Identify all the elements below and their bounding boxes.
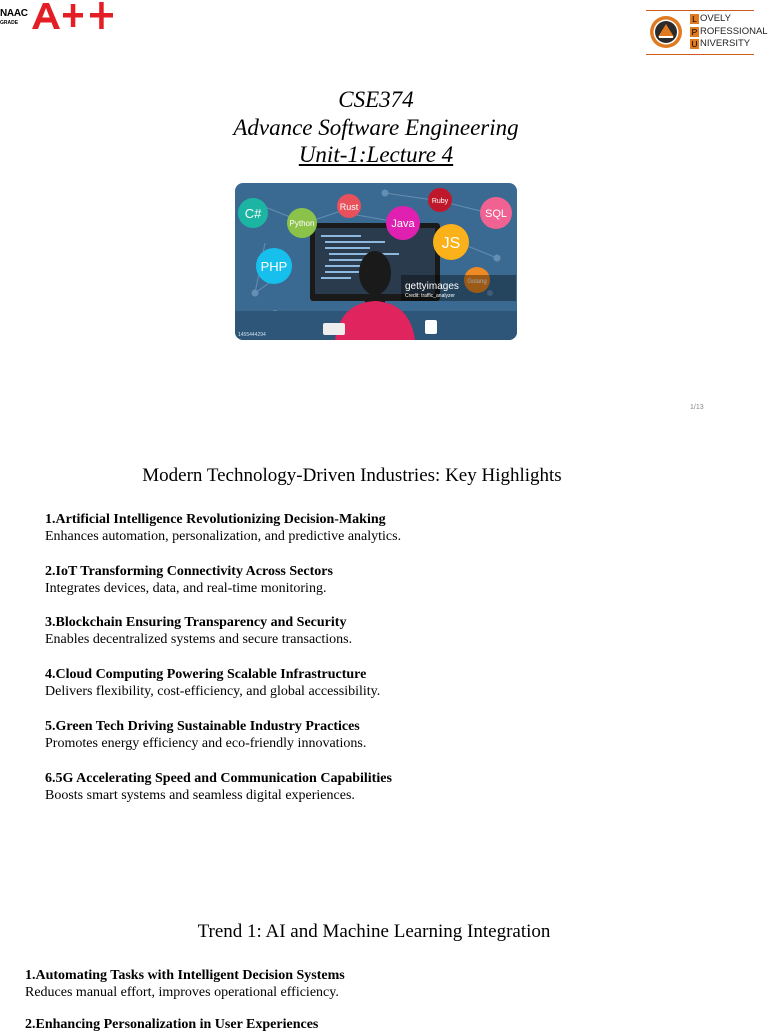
list-item [45, 614, 745, 648]
naac-logo [0, 0, 120, 34]
list-item [25, 967, 725, 1001]
lang-js-label: JS [441, 235, 461, 252]
logo-line-2: P ROFESSIONAL [691, 25, 768, 37]
lang-sql-label: SQL [484, 208, 508, 220]
item-description: Enhances automation, personalization, and predictive analytics. [45, 529, 402, 544]
lang-python-label: Python [289, 219, 315, 228]
item-title: 1.Artificial Intelligence Revolutionizing Decision-Making [45, 512, 386, 527]
lang-golang-label: Golang [467, 279, 487, 285]
list-item [45, 511, 745, 545]
item-description: Enables decentralized systems and secure transactions. [45, 632, 353, 647]
item-title: 4.Cloud Computing Powering Scalable Infrastructure [45, 667, 367, 682]
section-heading: Modern Technology-Driven Industries: Key Highlights [142, 465, 562, 486]
item-description: Delivers flexibility, cost-efficiency, and global accessibility. [45, 684, 381, 699]
item-title: 3.Blockchain Ensuring Transparency and Security [45, 615, 347, 630]
naac-text: NAAC [0, 8, 28, 19]
item-title: 5.Green Tech Driving Sustainable Industry Practices [45, 719, 360, 734]
item-title: 6.5G Accelerating Speed and Communication Capabilities [45, 771, 392, 786]
course-name: Advance Software Engineering [233, 115, 519, 140]
list-item [45, 563, 745, 597]
grade-text: GRADE [0, 20, 19, 26]
item-title: 1.Automating Tasks with Intelligent Decision Systems [25, 968, 345, 983]
item-description: Reduces manual effort, improves operational efficiency. [25, 985, 339, 1000]
list-item [45, 666, 745, 700]
university-seal-icon [649, 15, 683, 49]
lang-rust-label: Rust [339, 202, 359, 212]
item-title: 2.IoT Transforming Connectivity Across Sectors [45, 564, 333, 579]
credit-text: Credit: traffic_analyzer [405, 293, 455, 299]
lang-php-label: PHP [260, 259, 288, 274]
lang-csharp-label: C# [244, 206, 262, 221]
item-description: Promotes energy efficiency and eco-friendly innovations. [45, 736, 367, 751]
lecture-title: Unit-1:Lecture 4 [298, 142, 454, 167]
programming-illustration [235, 183, 517, 340]
university-logo [646, 10, 768, 56]
item-description: Integrates devices, data, and real-time monitoring. [45, 581, 327, 596]
logo-line-1: L OVELY [690, 13, 768, 26]
watermark-text: gettyimages [405, 281, 459, 292]
lang-ruby-label: Ruby [431, 198, 449, 205]
list-item [45, 718, 745, 752]
page-number: 1/13 [690, 404, 704, 411]
list-item [45, 770, 745, 804]
item-title: 2.Enhancing Personalization in User Experiences [25, 1017, 319, 1032]
lang-java-label: Java [391, 218, 415, 230]
logo-bottom-rule [646, 54, 754, 55]
item-description: Boosts smart systems and seamless digital experiences. [45, 788, 355, 803]
logo-top-rule [646, 10, 754, 11]
image-id-text: 1455444294 [238, 332, 266, 338]
a-plus-plus-icon [30, 0, 116, 32]
logo-line-3: U NIVERSITY [691, 38, 751, 50]
section-heading: Trend 1: AI and Machine Learning Integration [197, 921, 551, 942]
course-code: CSE374 [338, 87, 414, 112]
list-item [25, 1016, 725, 1033]
